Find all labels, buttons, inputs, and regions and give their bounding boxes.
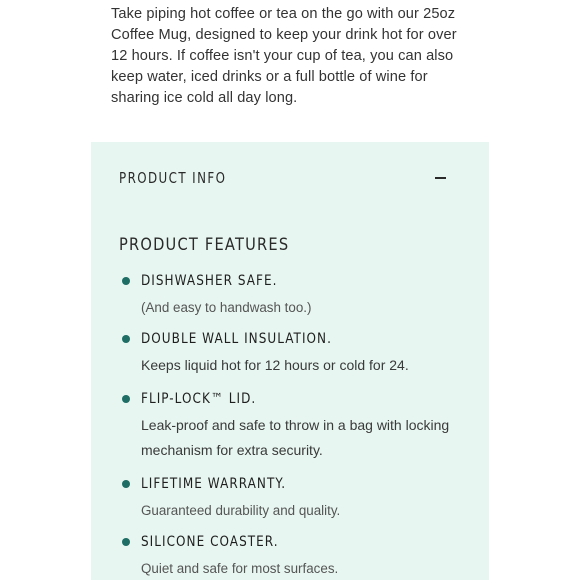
feature-description: Keeps liquid hot for 12 hours or cold for 24. — [141, 357, 409, 373]
feature-name: DISHWASHER SAFE. — [141, 273, 278, 289]
bullet-dot — [122, 395, 130, 403]
feature-name: LIFETIME WARRANTY. — [141, 476, 287, 492]
feature-item-lifetime-warranty — [119, 473, 471, 523]
feature-name: SILICONE COASTER. — [141, 534, 279, 550]
feature-description: (And easy to handwash too.) — [141, 300, 312, 315]
feature-item-flip-lock-lid — [119, 388, 471, 463]
product-description: Take piping hot coffee or tea on the go with our 25oz Coffee Mug, designed to keep your drink hot for over 12 hours. If coffee isn't your cup of tea, you can also keep water, iced drinks or a full bottle of wine for sharing ice cold all day long. — [111, 6, 457, 106]
bullet-dot — [122, 480, 130, 488]
feature-description: Quiet and safe for most surfaces. — [141, 561, 339, 576]
accordion-title: PRODUCT INFO — [119, 169, 227, 187]
bullet-dot — [122, 277, 130, 285]
minus-icon[interactable] — [435, 172, 447, 184]
bullet-dot — [122, 335, 130, 343]
feature-item-double-wall-insulation — [119, 328, 471, 378]
feature-description: Leak-proof and safe to throw in a bag with locking mechanism for extra security. — [141, 417, 450, 458]
product-info-accordion-toggle[interactable] — [119, 166, 447, 190]
feature-item-dishwasher-safe — [119, 270, 471, 320]
product-info-panel — [91, 142, 489, 580]
bullet-dot — [122, 538, 130, 546]
features-heading: PRODUCT FEATURES — [119, 235, 290, 255]
feature-description: Guaranteed durability and quality. — [141, 503, 341, 518]
feature-item-silicone-coaster — [119, 531, 471, 580]
feature-name: DOUBLE WALL INSULATION. — [141, 331, 332, 347]
feature-name: FLIP-LOCK™ LID. — [141, 391, 257, 407]
